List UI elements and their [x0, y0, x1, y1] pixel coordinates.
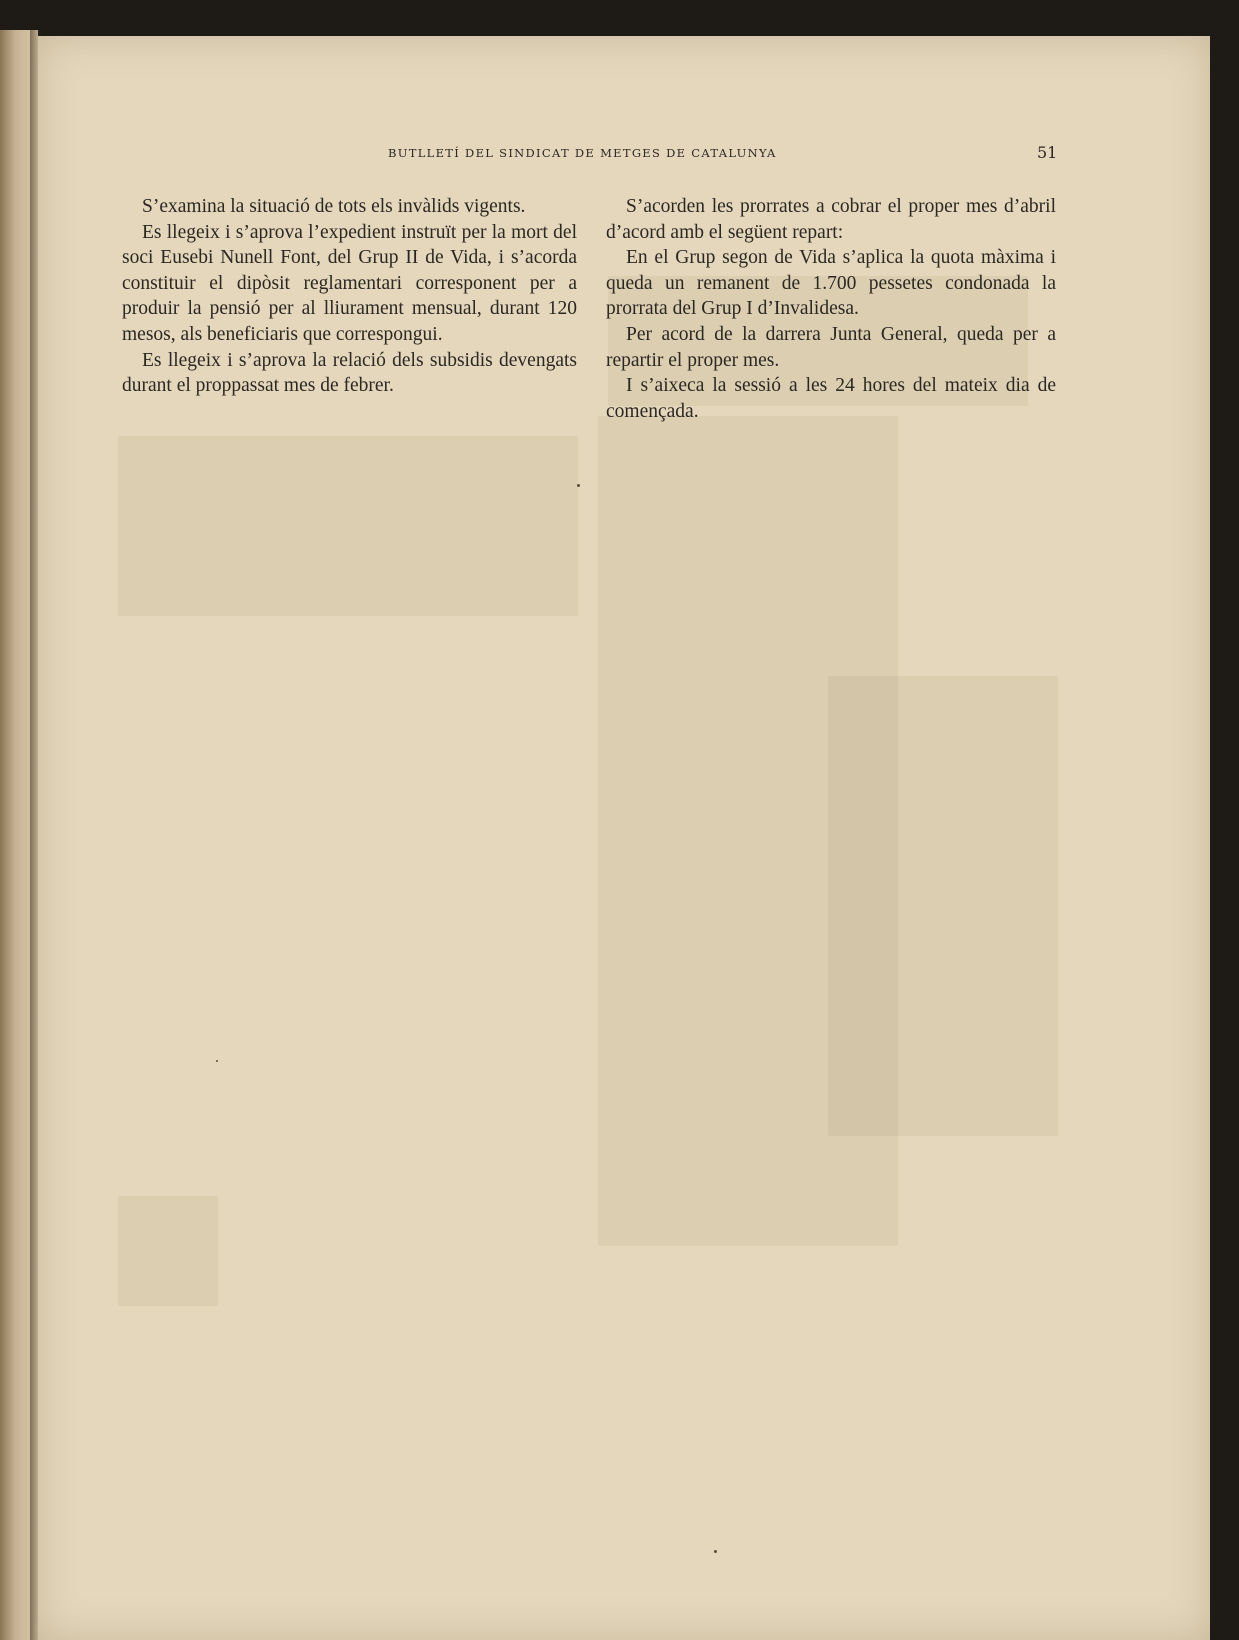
paper-speck — [714, 1550, 717, 1553]
running-title: BUTLLETÍ DEL SINDICAT DE METGES DE CATALUNYA — [388, 146, 777, 160]
paragraph: Per acord de la darrera Junta General, queda per a repartir el proper mes. — [606, 323, 1056, 371]
paragraph: S’acorden les prorrates a cobrar el proper mes d’abril d’acord amb el següent repart: — [606, 196, 1056, 243]
bleed-through-block — [828, 676, 1058, 1136]
page-number: 51 — [1037, 143, 1058, 162]
paragraph: Es llegeix i s’aprova l’expedient instruït per la mort del soci Eusebi Nunell Font, del Grup II de Vida, i s’acorda constituir el dipòsit reglamentari corresponent per a produir la pensió per al lliurament mensual, durant 120 mesos, als beneficiaris que correspongui. — [122, 221, 577, 345]
left-text-column — [122, 194, 577, 399]
paragraph: En el Grup segon de Vida s’aplica la quota màxima i queda un remanent de 1.700 pessetes condonada la prorrata del Grup I d’Invalidesa. — [606, 247, 1056, 320]
bleed-through-block — [118, 1196, 218, 1306]
paper-speck — [577, 484, 580, 487]
page-header — [38, 143, 1210, 166]
paragraph: I s’aixeca la sessió a les 24 hores del mateix dia de començada. — [606, 375, 1056, 422]
bleed-through-block — [118, 436, 578, 616]
paragraph: S’examina la situació de tots els invàlids vigents. — [142, 196, 526, 217]
paper-speck — [216, 1060, 218, 1062]
right-text-column — [606, 194, 1056, 424]
document-page — [38, 36, 1210, 1640]
paragraph: Es llegeix i s’aprova la relació dels subsidis devengats durant el proppassat mes de febrer. — [122, 349, 577, 397]
